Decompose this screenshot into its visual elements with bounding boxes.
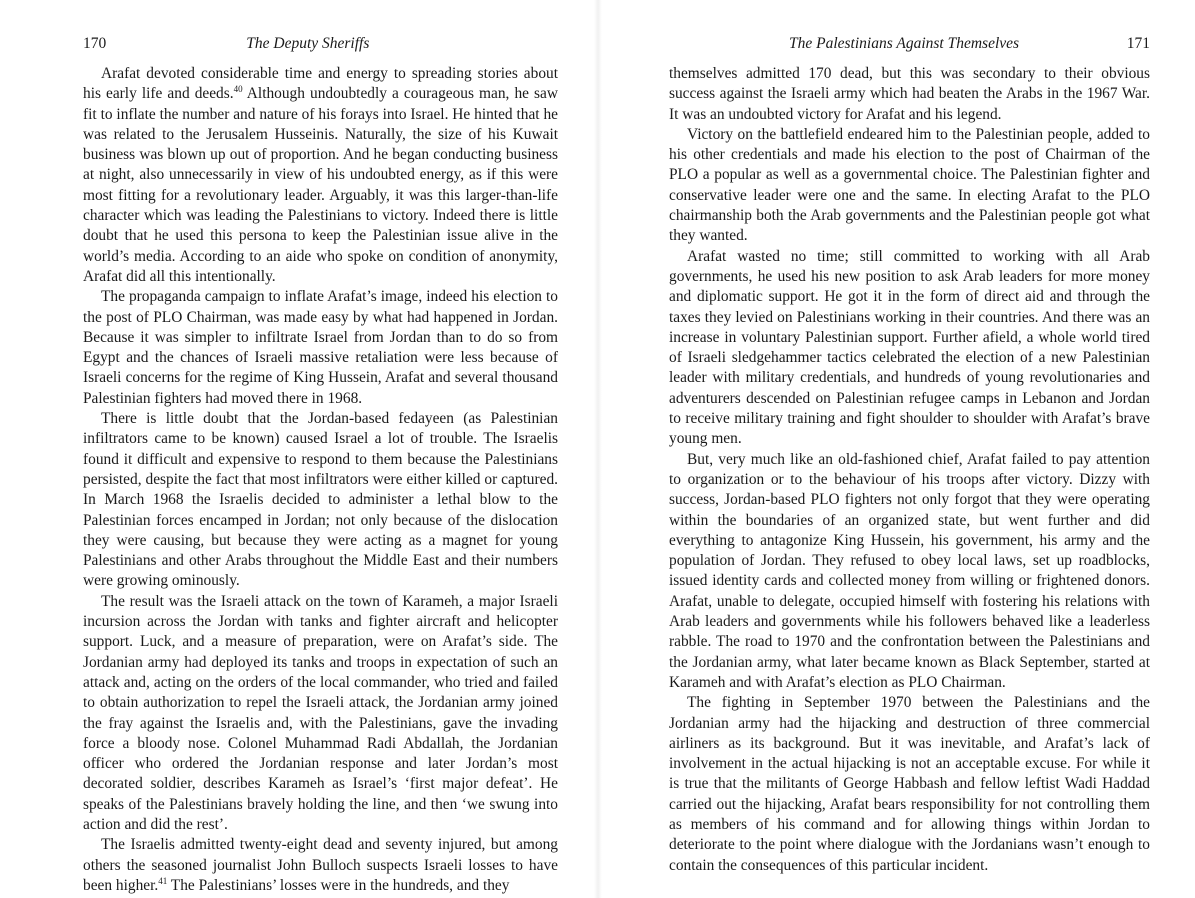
paragraph: The fighting in September 1970 between the Palestinians and the Jordanian army had the hijacking and destruction of three commercial airliners as its background. But it was inevitable, and Arafat’s lack of involvement in the actual hijacking is not an acceptable excuse. For while it is true that the militants of George Habbash and fellow leftist Wadi Haddad carried out the hijacking, Arafat bears responsibility for not controlling them as members of his command and for allowing things within Jordan to deteriorate to the point where dialogue with the Jordanians wasn’t enough to contain the consequences of this particular incident. (669, 694, 1150, 874)
paragraph: The Israelis admitted twenty-eight dead and seventy injured, but among others the seasoned journalist John Bulloch suspects Israeli losses to have been higher.$^{41}$ The Palestinians’ losses were in the hundreds, and they (83, 836, 558, 894)
left-page-number: 170 (83, 35, 107, 52)
paragraph: The propaganda campaign to inflate Arafat’s image, indeed his election to the post of PLO Chairman, was made easy by what had happened in Jordan. Because it was simpler to infiltrate Israel from Jordan than to do so from Egypt and the chances of Israeli massive retaliation were less because of Israeli concerns for the regime of King Hussein, Arafat and several thousand Palestinian fighters had moved there in 1968. (83, 288, 558, 407)
right-running-head (669, 35, 1150, 57)
paragraph: Victory on the battlefield endeared him to the Palestinian people, added to his other credentials and made his election to the post of Chairman of the PLO a popular as well as a governmental choice. The Palestinian fighter and conservative leader were one and the same. In electing Arafat to the PLO chairmanship both the Arab governments and the Palestinian people got what they wanted. (669, 125, 1150, 245)
right-page-number: 171 (1126, 35, 1150, 52)
footnote-ref[interactable]: 40 (233, 84, 243, 95)
paragraph: But, very much like an old-fashioned chief, Arafat failed to pay attention to organization or to the behaviour of his troops after victory. Dizzy with success, Jordan-based PLO fighters not only forgot that they were operating within the boundaries of an organized state, but went further and did everything to antagonize King Hussein, his government, his army and the population of Jordan. They refused to obey local laws, set up roadblocks, issued identity cards and collected money from willing or frightened donors. Arafat, unable to delegate, occupied himself with fostering his relations with Arab leaders and governments while his followers behaved like a leaderless rabble. The road to 1970 and the confrontation between the Palestinians and the Jordanian army, what later became known as Black September, started at Karameh and with Arafat’s election as PLO Chairman. (669, 450, 1150, 691)
right-body-text (669, 64, 1150, 876)
paragraph: Arafat wasted no time; still committed to working with all Arab governments, he used his new position to ask Arab leaders for more money and diplomatic support. He got it in the form of direct aid and through the taxes they levied on Palestinians working in their countries. And there was an increase in voluntary Palestinian support. Further afield, a whole world tired of Israeli sledgehammer tactics celebrated the election of a new Palestinian leader with military credentials, and hundreds of young revolutionaries and adventurers descended on Palestinian refugee camps in Lebanon and Jordan to receive military training and fight shoulder to shoulder with Arafat’s brave young men. (669, 247, 1150, 448)
left-running-title: The Deputy Sheriffs (246, 35, 370, 52)
paragraph: The result was the Israeli attack on the town of Karameh, a major Israeli incursion across the Jordan with tanks and fighter aircraft and helicopter support. Luck, and a measure of preparation, were on Arafat’s side. The Jordanian army had deployed its tanks and troops in expectation of such an attack and, acting on the orders of the local commander, who tried and failed to obtain authorization to repel the Israeli attack, the Jordanian army joined the fray against the Israelis and, with the Palestinians, gave the invading force a bloody nose. Colonel Muhammad Radi Abdallah, the Jordanian officer who ordered the Jordanian response and later Jordan’s most decorated soldier, describes Karameh as Israel’s ‘first major defeat’. He speaks of the Palestinians bravely holding the line, and then ‘we swung into action and did the rest’. (83, 592, 558, 833)
left-body-text (83, 64, 558, 896)
left-running-head (83, 35, 558, 57)
right-running-title: The Palestinians Against Themselves (789, 35, 1020, 52)
paragraph: themselves admitted 170 dead, but this was secondary to their obvious success against the Israeli army which had beaten the Arabs in the 1967 War. It was an undoubted victory for Arafat and his legend. (669, 65, 1150, 123)
footnote-ref[interactable]: 41 (158, 875, 168, 886)
right-page (598, 0, 1195, 898)
paragraph: There is little doubt that the Jordan-based fedayeen (as Palestinian infiltrators came to be known) caused Israel a lot of trouble. The Israelis found it difficult and expensive to respond to them because the Palestinians persisted, despite the fact that most infiltrators were either killed or captured. In March 1968 the Israelis decided to administer a lethal blow to the Palestinian forces encamped in Jordan; not only because of the dislocation they were causing, but because they were acting as a magnet for young Palestinians and other Arabs throughout the Middle East and their numbers were growing ominously. (83, 410, 558, 590)
paragraph: Arafat devoted considerable time and energy to spreading stories about his early life and deeds.$^{40}$ Although undoubtedly a courageous man, he saw fit to inflate the number and nature of his forays into Israel. He hinted that he was related to the Jerusalem Husseinis. Naturally, the size of his Kuwait business was blown up out of proportion. And he began conducting business at night, also unnecessarily in view of his undoubted energy, as if this were most fitting for a revolutionary leader. Arguably, it was this larger-than-life character which was leading the Palestinians to victory. Indeed there is little doubt that he used this persona to keep the Palestinian issue alive in the world’s media. According to an aide who spoke on condition of anonymity, Arafat did all this intentionally. (83, 65, 558, 285)
